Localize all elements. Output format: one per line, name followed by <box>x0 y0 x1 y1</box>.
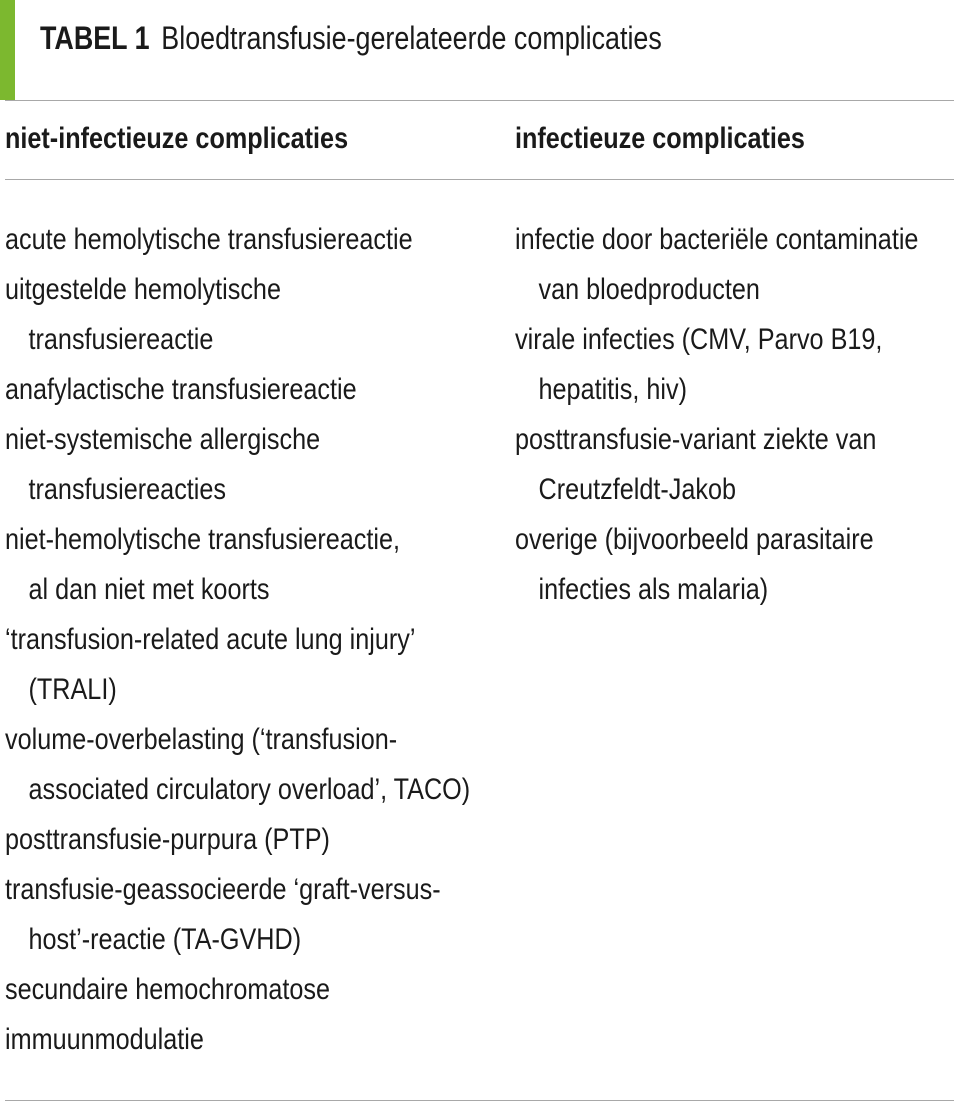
list-item-text: transfusiereactie <box>28 323 214 356</box>
list-item-text: hepatitis, hiv) <box>538 373 687 406</box>
accent-bar <box>0 0 15 100</box>
list-item-text: posttransfusie-variant ziekte van <box>515 423 877 456</box>
list-item-text: niet-systemische allergische <box>5 423 321 456</box>
list-item-text: transfusie-geassocieerde ‘graft-versus- <box>5 873 441 906</box>
table-title-text: Bloedtransfusie-gerelateerde complicaties <box>161 20 662 56</box>
list-item-continuation <box>5 465 470 515</box>
list-item <box>5 865 470 915</box>
bottom-divider <box>5 1100 954 1101</box>
header-divider <box>5 179 954 180</box>
list-item-text: uitgestelde hemolytische <box>5 273 281 306</box>
list-item <box>515 215 918 265</box>
list-item <box>5 365 470 415</box>
list-item-text: infecties als malaria) <box>538 573 769 606</box>
list-item <box>5 415 470 465</box>
list-item-text: posttransfusie-purpura (PTP) <box>5 823 330 856</box>
list-item-text: virale infecties (CMV, Parvo B19, <box>515 323 883 356</box>
list-item-text: ‘transfusion-related acute lung injury’ <box>5 623 416 656</box>
list-item-text: associated circulatory overload’, TACO) <box>28 773 471 806</box>
list-item-text: van bloedproducten <box>538 273 760 306</box>
list-item-continuation <box>515 365 918 415</box>
list-item <box>5 715 470 765</box>
table-label: TABEL 1 <box>40 20 150 56</box>
list-item-continuation <box>5 765 470 815</box>
list-item <box>515 315 918 365</box>
column-heading-non-infectious: niet-infectieuze complicaties <box>5 122 349 155</box>
list-item <box>515 415 918 465</box>
non-infectious-list <box>5 215 559 1065</box>
list-item-text: transfusiereacties <box>28 473 227 506</box>
list-item <box>5 615 470 665</box>
list-item <box>5 965 470 1015</box>
list-item-text: overige (bijvoorbeeld parasitaire <box>515 523 874 556</box>
list-item-continuation <box>515 265 918 315</box>
list-item-continuation <box>5 665 470 715</box>
list-item-continuation <box>5 565 470 615</box>
list-item-continuation <box>5 915 470 965</box>
infectious-list <box>515 215 958 615</box>
list-item-text: secundaire hemochromatose <box>5 973 330 1006</box>
list-item-text: immuunmodulatie <box>5 1023 204 1056</box>
list-item-text: al dan niet met koorts <box>28 573 270 606</box>
list-item <box>515 515 918 565</box>
list-item <box>5 815 470 865</box>
top-divider <box>5 100 954 101</box>
list-item-text: niet-hemolytische transfusiereactie, <box>5 523 400 556</box>
list-item <box>5 515 470 565</box>
list-item <box>5 215 470 265</box>
table-title <box>40 16 662 60</box>
list-item-text: host’-reactie (TA-GVHD) <box>28 923 302 956</box>
list-item-continuation <box>515 465 918 515</box>
table-title-bar <box>0 0 954 100</box>
list-item-continuation <box>5 315 470 365</box>
list-item-text: anafylactische transfusiereactie <box>5 373 357 406</box>
list-item-text: volume-overbelasting (‘transfusion- <box>5 723 398 756</box>
list-item-text: Creutzfeldt-Jakob <box>538 473 737 506</box>
column-heading-infectious: infectieuze complicaties <box>515 122 805 155</box>
list-item <box>5 1015 470 1065</box>
list-item-text: (TRALI) <box>28 673 117 706</box>
list-item <box>5 265 470 315</box>
list-item-text: infectie door bacteriële contaminatie <box>515 223 919 256</box>
list-item-text: acute hemolytische transfusiereactie <box>5 223 413 256</box>
list-item-continuation <box>515 565 918 615</box>
